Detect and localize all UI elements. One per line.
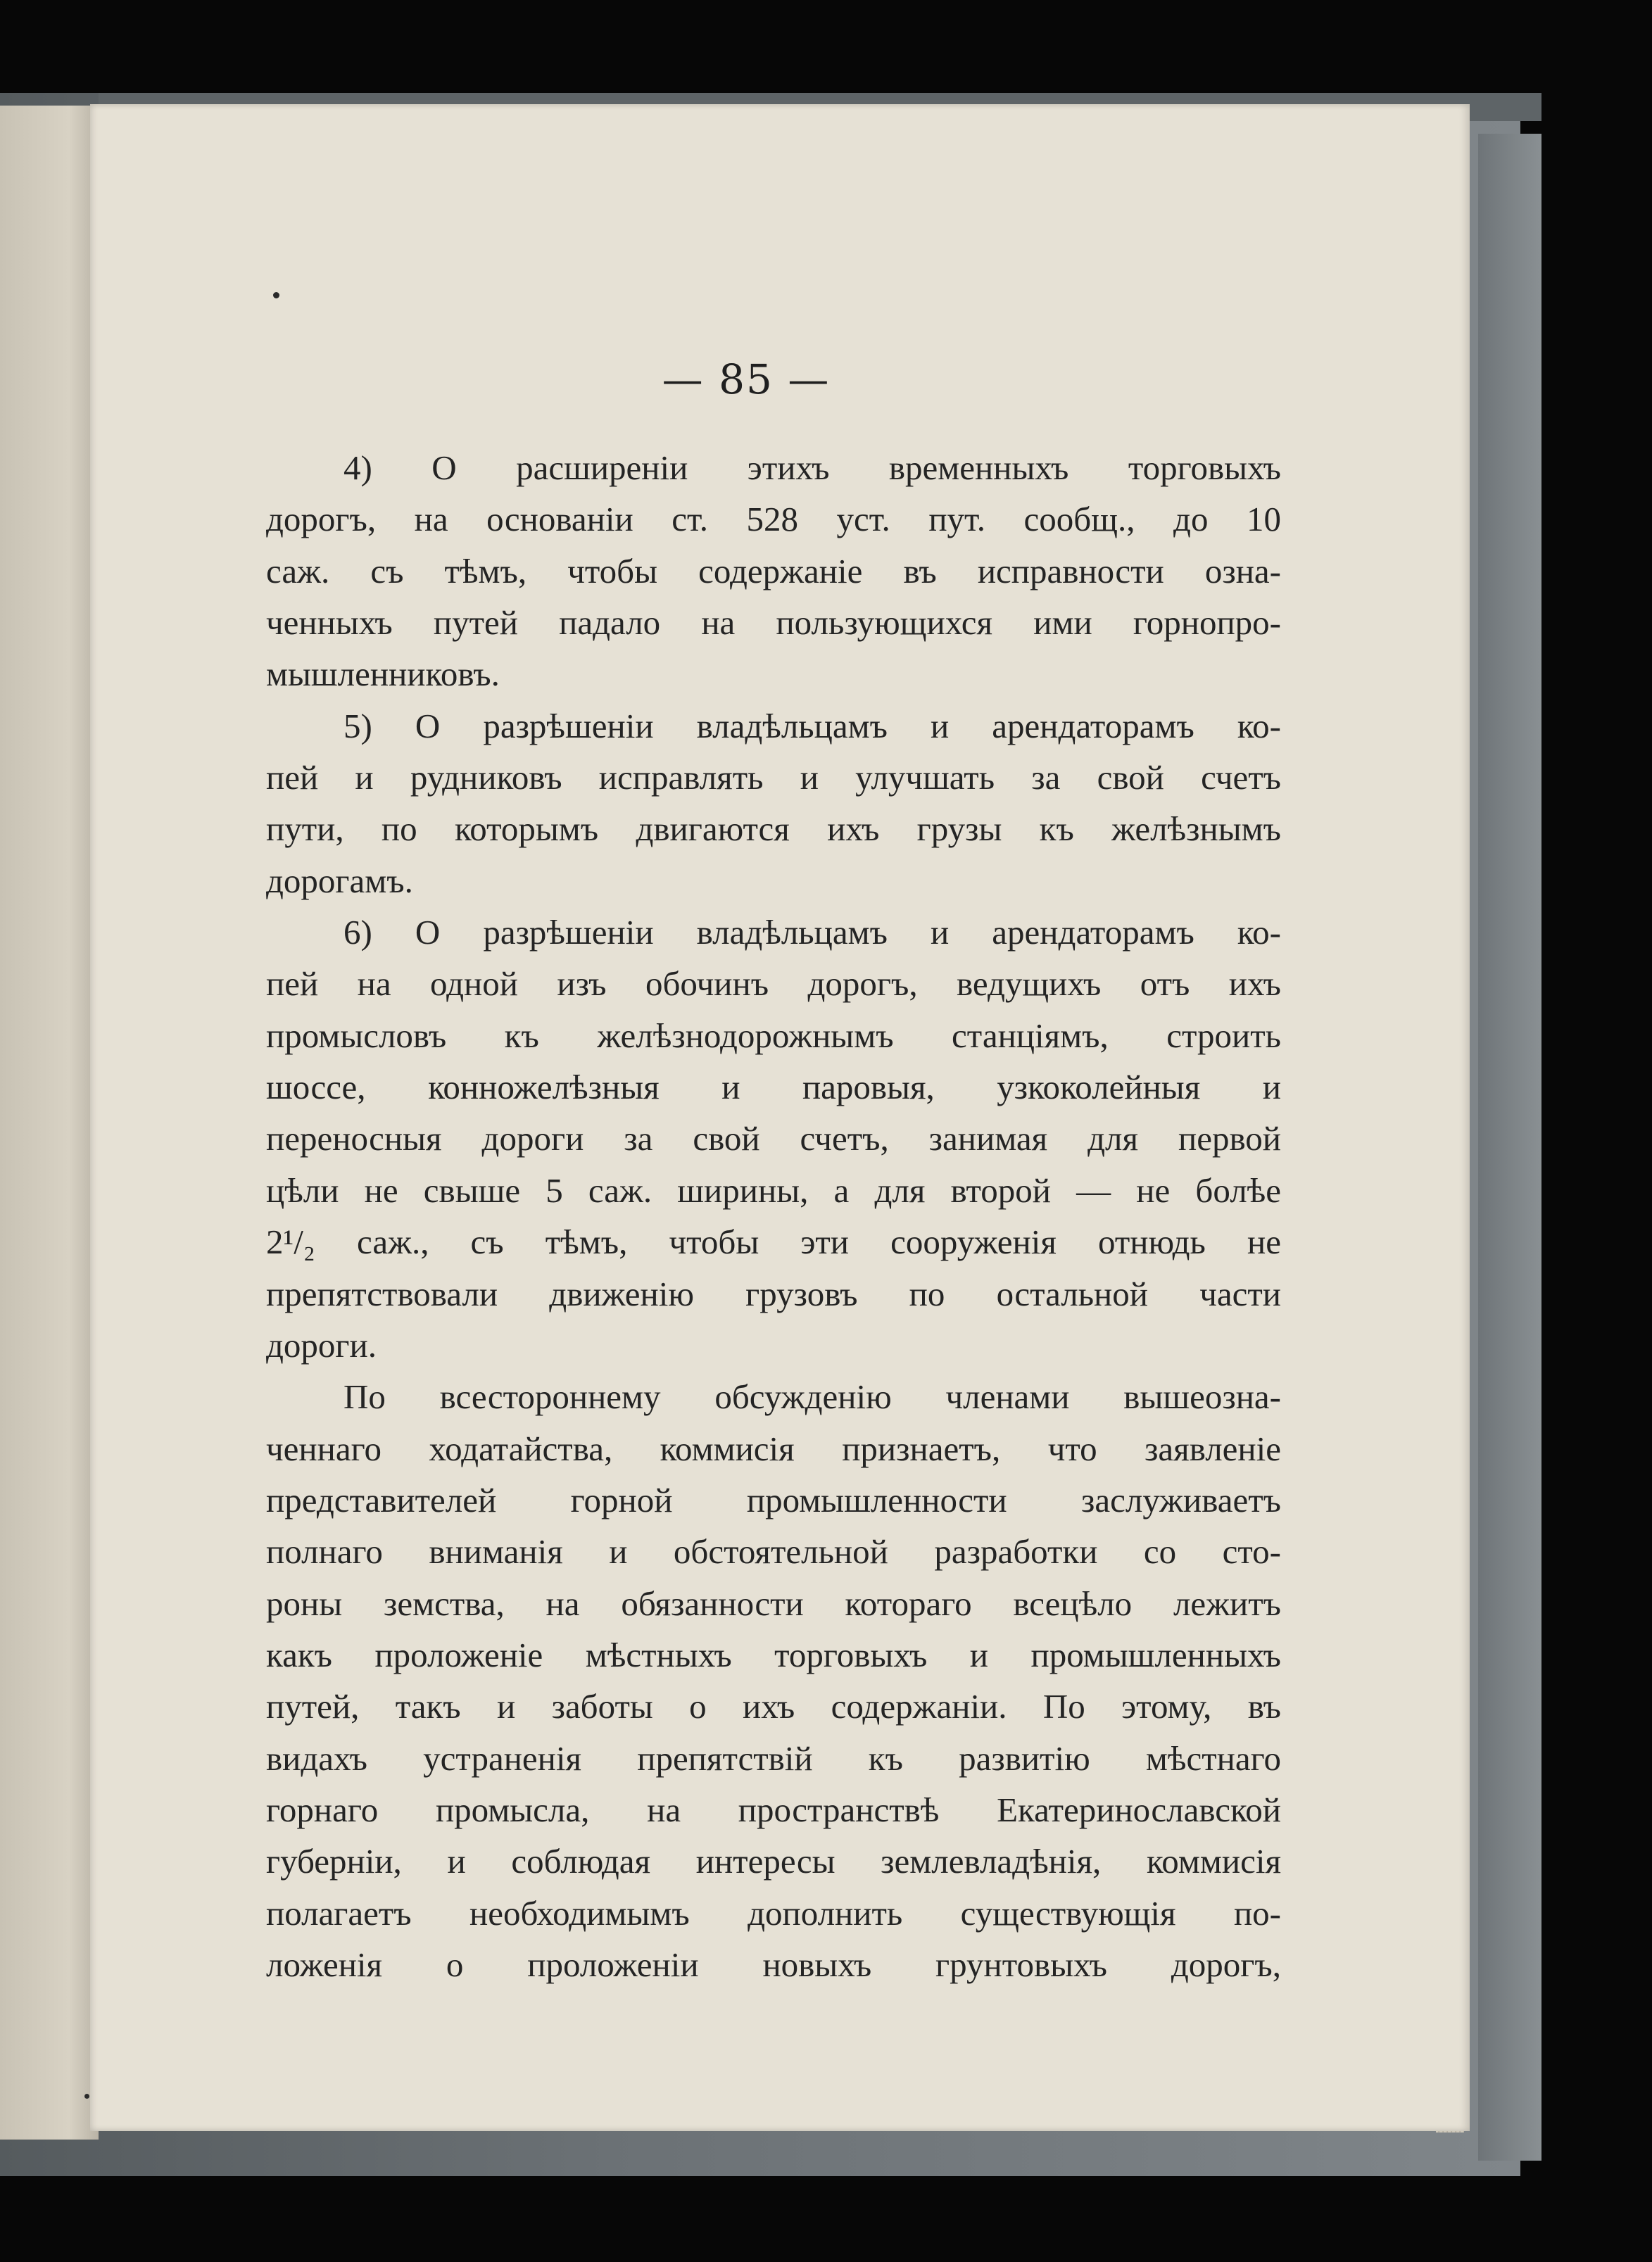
text-line: пей на одной изъ обочинъ дорогъ, ведущихъ отъ ихъ bbox=[266, 964, 1281, 1004]
text-line: саж. съ тѣмъ, чтобы содержаніе въ исправности озна- bbox=[266, 551, 1281, 590]
left-page-edge bbox=[0, 106, 99, 2140]
text-line: 6) О разрѣшеніи владѣльцамъ и арендаторамъ ко- bbox=[343, 913, 1281, 952]
text-line: губерніи, и соблюдая интересы землевладѣнія, коммисія bbox=[266, 1842, 1281, 1881]
body-text bbox=[266, 442, 1281, 1990]
text-line: переносныя дороги за свой счетъ, занимая для первой bbox=[266, 1119, 1281, 1158]
text-line: шоссе, конножелѣзныя и паровыя, узкоколейныя и bbox=[266, 1068, 1281, 1107]
text-line: пути, по которымъ двигаются ихъ грузы къ желѣзнымъ bbox=[266, 809, 1281, 849]
text-line: ченнаго ходатайства, коммисія признаетъ, что заявленіе bbox=[266, 1429, 1281, 1468]
text-line: полагаетъ необходимымъ дополнить существующія по- bbox=[266, 1893, 1281, 1933]
text-line: По всестороннему обсужденію членами вышеозна- bbox=[343, 1377, 1281, 1417]
text-line: препятствовали движенію грузовъ по остальной части bbox=[266, 1274, 1281, 1313]
text-line: полнаго вниманія и обстоятельной разработки со сто- bbox=[266, 1532, 1281, 1572]
text-line: 5) О разрѣшеніи владѣльцамъ и арендаторамъ ко- bbox=[343, 706, 1281, 745]
text-line: дорогамъ. bbox=[266, 861, 413, 900]
page-number: — 85 — bbox=[662, 355, 831, 403]
text-line: какъ проложеніе мѣстныхъ торговыхъ и промышленныхъ bbox=[266, 1635, 1281, 1674]
text-line: горнаго промысла, на пространствѣ Екатеринославской bbox=[266, 1790, 1281, 1829]
text-line: роны земства, на обязанности котораго всецѣло лежитъ bbox=[266, 1584, 1281, 1623]
text-line: мышленниковъ. bbox=[266, 655, 500, 694]
text-line: представителей горной промышленности заслуживаетъ bbox=[266, 1480, 1281, 1519]
text-line: 4) О расширеніи этихъ временныхъ торговыхъ bbox=[343, 448, 1281, 487]
book-cover-right-edge bbox=[1478, 134, 1541, 2161]
ink-speck bbox=[273, 292, 279, 298]
text-line: пей и рудниковъ исправлять и улучшать за свой счетъ bbox=[266, 758, 1281, 797]
text-line: дорогъ, на основаніи ст. 528 уст. пут. сообщ., до 10 bbox=[266, 500, 1281, 539]
text-line: цѣли не свыше 5 саж. ширины, а для второй — не болѣе bbox=[266, 1170, 1281, 1210]
text-line: ложенія о проложеніи новыхъ грунтовыхъ дорогъ, bbox=[266, 1945, 1281, 1984]
ink-speck bbox=[84, 2094, 89, 2099]
text-line: промысловъ къ желѣзнодорожнымъ станціямъ, строить bbox=[266, 1016, 1281, 1055]
text-line: 2¹/₂ саж., съ тѣмъ, чтобы эти сооруженія отнюдь не bbox=[266, 1222, 1281, 1262]
text-line: ченныхъ путей падало на пользующихся ими горнопро- bbox=[266, 603, 1281, 643]
text-line: путей, такъ и заботы о ихъ содержаніи. По этому, въ bbox=[266, 1687, 1281, 1726]
text-line: дороги. bbox=[266, 1325, 377, 1365]
text-line: видахъ устраненія препятствій къ развитію мѣстнаго bbox=[266, 1738, 1281, 1778]
